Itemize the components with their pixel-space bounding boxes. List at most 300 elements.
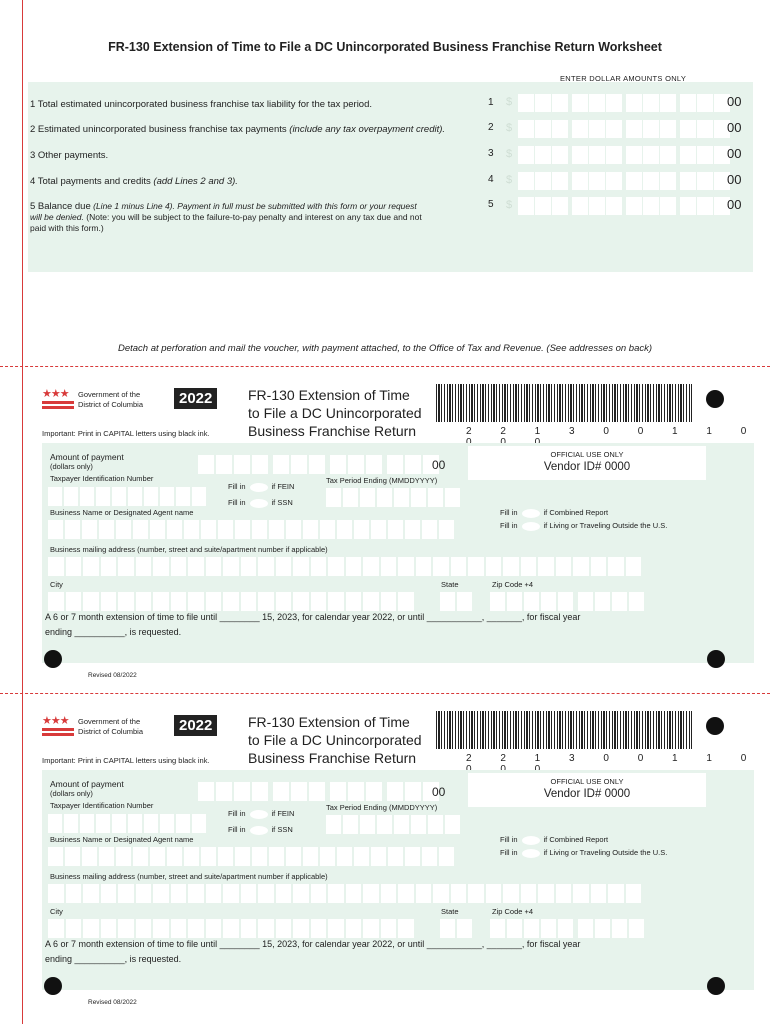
- digit-box[interactable]: [535, 146, 551, 164]
- char-box[interactable]: [405, 847, 420, 866]
- combined-report-option[interactable]: Fill in if Combined Report: [500, 835, 609, 844]
- char-box[interactable]: [326, 488, 341, 507]
- char-box[interactable]: [445, 488, 460, 507]
- char-box[interactable]: [128, 814, 142, 833]
- char-box[interactable]: [433, 884, 449, 903]
- digit-box[interactable]: [552, 94, 568, 112]
- char-box[interactable]: [293, 557, 309, 576]
- digit-box[interactable]: [643, 197, 659, 215]
- char-box[interactable]: [66, 557, 82, 576]
- char-box[interactable]: [328, 919, 344, 938]
- char-box[interactable]: [439, 847, 454, 866]
- digit-box[interactable]: [552, 146, 568, 164]
- char-box[interactable]: [64, 814, 78, 833]
- char-box[interactable]: [269, 520, 284, 539]
- period-ending-field[interactable]: [326, 488, 462, 507]
- char-box[interactable]: [348, 455, 364, 474]
- amount-field-1[interactable]: [506, 94, 731, 112]
- char-box[interactable]: [286, 520, 301, 539]
- char-box[interactable]: [612, 592, 627, 611]
- char-box[interactable]: [394, 815, 409, 834]
- char-box[interactable]: [133, 520, 148, 539]
- outside-us-option[interactable]: Fill in if Living or Traveling Outside the U.S.: [500, 848, 668, 857]
- digit-box[interactable]: [589, 146, 605, 164]
- char-box[interactable]: [346, 557, 362, 576]
- char-box[interactable]: [241, 557, 257, 576]
- char-box[interactable]: [258, 557, 274, 576]
- char-box[interactable]: [48, 487, 62, 506]
- char-box[interactable]: [538, 557, 554, 576]
- digit-box[interactable]: [660, 172, 676, 190]
- char-box[interactable]: [328, 592, 344, 611]
- tin-field[interactable]: [48, 487, 208, 506]
- char-box[interactable]: [457, 592, 472, 611]
- char-box[interactable]: [66, 592, 82, 611]
- char-box[interactable]: [198, 782, 214, 801]
- char-box[interactable]: [184, 847, 199, 866]
- char-box[interactable]: [398, 557, 414, 576]
- char-box[interactable]: [48, 557, 64, 576]
- char-box[interactable]: [440, 592, 455, 611]
- char-box[interactable]: [167, 847, 182, 866]
- char-box[interactable]: [118, 592, 134, 611]
- char-box[interactable]: [241, 919, 257, 938]
- digit-box[interactable]: [572, 197, 588, 215]
- digit-box[interactable]: [626, 197, 642, 215]
- digit-box[interactable]: [535, 94, 551, 112]
- char-box[interactable]: [503, 557, 519, 576]
- char-box[interactable]: [503, 884, 519, 903]
- char-box[interactable]: [112, 814, 126, 833]
- char-box[interactable]: [276, 557, 292, 576]
- digit-box[interactable]: [572, 120, 588, 138]
- char-box[interactable]: [360, 488, 375, 507]
- mailing-address-field[interactable]: [48, 557, 643, 576]
- digit-box[interactable]: [572, 146, 588, 164]
- char-box[interactable]: [216, 782, 232, 801]
- digit-box[interactable]: [643, 94, 659, 112]
- digit-box[interactable]: [697, 146, 713, 164]
- char-box[interactable]: [626, 884, 642, 903]
- ssn-option[interactable]: Fill in if SSN: [228, 498, 293, 507]
- char-box[interactable]: [252, 782, 268, 801]
- char-box[interactable]: [64, 487, 78, 506]
- fein-option[interactable]: Fill in if FEIN: [228, 482, 295, 491]
- char-box[interactable]: [490, 592, 505, 611]
- char-box[interactable]: [150, 847, 165, 866]
- char-box[interactable]: [171, 557, 187, 576]
- char-box[interactable]: [468, 884, 484, 903]
- char-box[interactable]: [363, 919, 379, 938]
- char-box[interactable]: [411, 488, 426, 507]
- ssn-option[interactable]: Fill in if SSN: [228, 825, 293, 834]
- char-box[interactable]: [252, 520, 267, 539]
- char-box[interactable]: [101, 884, 117, 903]
- digit-box[interactable]: [660, 146, 676, 164]
- char-box[interactable]: [451, 884, 467, 903]
- char-box[interactable]: [556, 884, 572, 903]
- char-box[interactable]: [541, 919, 556, 938]
- char-box[interactable]: [66, 884, 82, 903]
- char-box[interactable]: [608, 557, 624, 576]
- char-box[interactable]: [422, 520, 437, 539]
- char-box[interactable]: [626, 557, 642, 576]
- char-box[interactable]: [188, 557, 204, 576]
- char-box[interactable]: [176, 814, 190, 833]
- char-box[interactable]: [293, 884, 309, 903]
- char-box[interactable]: [118, 919, 134, 938]
- char-box[interactable]: [612, 919, 627, 938]
- digit-box[interactable]: [535, 120, 551, 138]
- char-box[interactable]: [346, 884, 362, 903]
- char-box[interactable]: [160, 814, 174, 833]
- digit-box[interactable]: [552, 172, 568, 190]
- char-box[interactable]: [309, 455, 325, 474]
- char-box[interactable]: [218, 520, 233, 539]
- char-box[interactable]: [328, 884, 344, 903]
- char-box[interactable]: [48, 847, 63, 866]
- char-box[interactable]: [167, 520, 182, 539]
- char-box[interactable]: [486, 557, 502, 576]
- digit-box[interactable]: [626, 120, 642, 138]
- char-box[interactable]: [629, 592, 644, 611]
- digit-box[interactable]: [535, 172, 551, 190]
- char-box[interactable]: [150, 520, 165, 539]
- char-box[interactable]: [223, 557, 239, 576]
- char-box[interactable]: [206, 919, 222, 938]
- char-box[interactable]: [578, 919, 593, 938]
- char-box[interactable]: [133, 847, 148, 866]
- char-box[interactable]: [153, 919, 169, 938]
- char-box[interactable]: [354, 520, 369, 539]
- char-box[interactable]: [116, 520, 131, 539]
- digit-box[interactable]: [606, 197, 622, 215]
- char-box[interactable]: [218, 847, 233, 866]
- char-box[interactable]: [144, 814, 158, 833]
- char-box[interactable]: [311, 919, 327, 938]
- char-box[interactable]: [235, 520, 250, 539]
- char-box[interactable]: [116, 847, 131, 866]
- char-box[interactable]: [311, 884, 327, 903]
- char-box[interactable]: [153, 884, 169, 903]
- char-box[interactable]: [65, 520, 80, 539]
- char-box[interactable]: [411, 815, 426, 834]
- char-box[interactable]: [136, 919, 152, 938]
- char-box[interactable]: [416, 557, 432, 576]
- char-box[interactable]: [112, 487, 126, 506]
- char-box[interactable]: [343, 488, 358, 507]
- char-box[interactable]: [311, 592, 327, 611]
- char-box[interactable]: [48, 884, 64, 903]
- char-box[interactable]: [371, 520, 386, 539]
- char-box[interactable]: [363, 884, 379, 903]
- char-box[interactable]: [381, 919, 397, 938]
- char-box[interactable]: [303, 847, 318, 866]
- char-box[interactable]: [377, 815, 392, 834]
- digit-box[interactable]: [535, 197, 551, 215]
- char-box[interactable]: [80, 487, 94, 506]
- digit-box[interactable]: [680, 146, 696, 164]
- digit-box[interactable]: [643, 146, 659, 164]
- digit-box[interactable]: [626, 94, 642, 112]
- char-box[interactable]: [171, 919, 187, 938]
- char-box[interactable]: [223, 884, 239, 903]
- char-box[interactable]: [293, 592, 309, 611]
- char-box[interactable]: [573, 557, 589, 576]
- char-box[interactable]: [273, 455, 289, 474]
- char-box[interactable]: [578, 592, 593, 611]
- char-box[interactable]: [507, 592, 522, 611]
- digit-box[interactable]: [552, 120, 568, 138]
- char-box[interactable]: [405, 782, 421, 801]
- char-box[interactable]: [343, 815, 358, 834]
- char-box[interactable]: [153, 592, 169, 611]
- digit-box[interactable]: [606, 120, 622, 138]
- char-box[interactable]: [311, 557, 327, 576]
- char-box[interactable]: [366, 455, 382, 474]
- city-field[interactable]: [48, 592, 416, 611]
- char-box[interactable]: [524, 919, 539, 938]
- char-box[interactable]: [381, 592, 397, 611]
- char-box[interactable]: [188, 919, 204, 938]
- char-box[interactable]: [457, 919, 472, 938]
- char-box[interactable]: [144, 487, 158, 506]
- char-box[interactable]: [176, 487, 190, 506]
- char-box[interactable]: [83, 557, 99, 576]
- char-box[interactable]: [48, 592, 64, 611]
- char-box[interactable]: [258, 592, 274, 611]
- char-box[interactable]: [252, 455, 268, 474]
- char-box[interactable]: [387, 782, 403, 801]
- char-box[interactable]: [206, 557, 222, 576]
- char-box[interactable]: [371, 847, 386, 866]
- char-box[interactable]: [468, 557, 484, 576]
- char-box[interactable]: [524, 592, 539, 611]
- char-box[interactable]: [258, 919, 274, 938]
- char-box[interactable]: [273, 782, 289, 801]
- char-box[interactable]: [428, 488, 443, 507]
- char-box[interactable]: [192, 487, 206, 506]
- char-box[interactable]: [381, 884, 397, 903]
- mailing-address-field[interactable]: [48, 884, 643, 903]
- char-box[interactable]: [538, 884, 554, 903]
- char-box[interactable]: [171, 884, 187, 903]
- char-box[interactable]: [573, 884, 589, 903]
- char-box[interactable]: [234, 455, 250, 474]
- char-box[interactable]: [198, 455, 214, 474]
- char-box[interactable]: [388, 847, 403, 866]
- char-box[interactable]: [388, 520, 403, 539]
- char-box[interactable]: [291, 782, 307, 801]
- char-box[interactable]: [96, 487, 110, 506]
- char-box[interactable]: [96, 814, 110, 833]
- digit-box[interactable]: [589, 120, 605, 138]
- char-box[interactable]: [608, 884, 624, 903]
- digit-box[interactable]: [643, 172, 659, 190]
- char-box[interactable]: [381, 557, 397, 576]
- char-box[interactable]: [486, 884, 502, 903]
- char-box[interactable]: [422, 847, 437, 866]
- digit-box[interactable]: [680, 120, 696, 138]
- char-box[interactable]: [330, 455, 346, 474]
- char-box[interactable]: [192, 814, 206, 833]
- digit-box[interactable]: [697, 172, 713, 190]
- char-box[interactable]: [440, 919, 455, 938]
- state-field[interactable]: [440, 919, 474, 938]
- char-box[interactable]: [188, 592, 204, 611]
- char-box[interactable]: [101, 919, 117, 938]
- char-box[interactable]: [276, 884, 292, 903]
- char-box[interactable]: [206, 592, 222, 611]
- char-box[interactable]: [337, 847, 352, 866]
- digit-box[interactable]: [606, 172, 622, 190]
- digit-box[interactable]: [680, 197, 696, 215]
- char-box[interactable]: [136, 557, 152, 576]
- digit-box[interactable]: [518, 120, 534, 138]
- digit-box[interactable]: [518, 197, 534, 215]
- char-box[interactable]: [48, 520, 63, 539]
- char-box[interactable]: [416, 884, 432, 903]
- digit-box[interactable]: [643, 120, 659, 138]
- char-box[interactable]: [521, 884, 537, 903]
- char-box[interactable]: [541, 592, 556, 611]
- char-box[interactable]: [66, 919, 82, 938]
- char-box[interactable]: [286, 847, 301, 866]
- char-box[interactable]: [439, 520, 454, 539]
- char-box[interactable]: [48, 919, 64, 938]
- combined-report-option[interactable]: Fill in if Combined Report: [500, 508, 609, 517]
- char-box[interactable]: [235, 847, 250, 866]
- zip-field[interactable]: [490, 592, 646, 611]
- char-box[interactable]: [291, 455, 307, 474]
- char-box[interactable]: [428, 815, 443, 834]
- digit-box[interactable]: [680, 172, 696, 190]
- char-box[interactable]: [326, 815, 341, 834]
- char-box[interactable]: [595, 919, 610, 938]
- char-box[interactable]: [276, 919, 292, 938]
- char-box[interactable]: [521, 557, 537, 576]
- char-box[interactable]: [65, 847, 80, 866]
- business-name-field[interactable]: [48, 520, 456, 539]
- char-box[interactable]: [201, 520, 216, 539]
- amount-field-4[interactable]: [506, 172, 731, 190]
- char-box[interactable]: [83, 592, 99, 611]
- digit-box[interactable]: [697, 94, 713, 112]
- digit-box[interactable]: [626, 172, 642, 190]
- digit-box[interactable]: [572, 94, 588, 112]
- char-box[interactable]: [405, 455, 421, 474]
- char-box[interactable]: [377, 488, 392, 507]
- char-box[interactable]: [188, 884, 204, 903]
- char-box[interactable]: [387, 455, 403, 474]
- char-box[interactable]: [206, 884, 222, 903]
- char-box[interactable]: [629, 919, 644, 938]
- char-box[interactable]: [591, 884, 607, 903]
- amount-field-3[interactable]: [506, 146, 731, 164]
- business-name-field[interactable]: [48, 847, 456, 866]
- char-box[interactable]: [258, 884, 274, 903]
- digit-box[interactable]: [697, 120, 713, 138]
- char-box[interactable]: [451, 557, 467, 576]
- char-box[interactable]: [303, 520, 318, 539]
- outside-us-option[interactable]: Fill in if Living or Traveling Outside the U.S.: [500, 521, 668, 530]
- char-box[interactable]: [366, 782, 382, 801]
- amount-field-5[interactable]: [506, 197, 731, 215]
- char-box[interactable]: [99, 847, 114, 866]
- fein-option[interactable]: Fill in if FEIN: [228, 809, 295, 818]
- char-box[interactable]: [394, 488, 409, 507]
- char-box[interactable]: [363, 592, 379, 611]
- char-box[interactable]: [433, 557, 449, 576]
- char-box[interactable]: [234, 782, 250, 801]
- state-field[interactable]: [440, 592, 474, 611]
- payment-amount-field[interactable]: [198, 782, 441, 801]
- char-box[interactable]: [445, 815, 460, 834]
- char-box[interactable]: [252, 847, 267, 866]
- digit-box[interactable]: [697, 197, 713, 215]
- char-box[interactable]: [558, 592, 573, 611]
- char-box[interactable]: [337, 520, 352, 539]
- char-box[interactable]: [160, 487, 174, 506]
- char-box[interactable]: [136, 884, 152, 903]
- char-box[interactable]: [171, 592, 187, 611]
- digit-box[interactable]: [518, 172, 534, 190]
- char-box[interactable]: [241, 592, 257, 611]
- digit-box[interactable]: [572, 172, 588, 190]
- char-box[interactable]: [101, 592, 117, 611]
- char-box[interactable]: [320, 847, 335, 866]
- char-box[interactable]: [83, 884, 99, 903]
- char-box[interactable]: [309, 782, 325, 801]
- amount-field-2[interactable]: [506, 120, 731, 138]
- char-box[interactable]: [223, 919, 239, 938]
- char-box[interactable]: [136, 592, 152, 611]
- char-box[interactable]: [354, 847, 369, 866]
- char-box[interactable]: [276, 592, 292, 611]
- digit-box[interactable]: [660, 94, 676, 112]
- char-box[interactable]: [330, 782, 346, 801]
- char-box[interactable]: [346, 592, 362, 611]
- char-box[interactable]: [269, 847, 284, 866]
- char-box[interactable]: [101, 557, 117, 576]
- char-box[interactable]: [346, 919, 362, 938]
- char-box[interactable]: [216, 455, 232, 474]
- char-box[interactable]: [82, 520, 97, 539]
- zip-field[interactable]: [490, 919, 646, 938]
- char-box[interactable]: [363, 557, 379, 576]
- char-box[interactable]: [153, 557, 169, 576]
- tin-field[interactable]: [48, 814, 208, 833]
- char-box[interactable]: [507, 919, 522, 938]
- digit-box[interactable]: [606, 94, 622, 112]
- char-box[interactable]: [398, 919, 414, 938]
- char-box[interactable]: [405, 520, 420, 539]
- char-box[interactable]: [241, 884, 257, 903]
- char-box[interactable]: [556, 557, 572, 576]
- char-box[interactable]: [595, 592, 610, 611]
- char-box[interactable]: [591, 557, 607, 576]
- digit-box[interactable]: [606, 146, 622, 164]
- char-box[interactable]: [360, 815, 375, 834]
- char-box[interactable]: [118, 884, 134, 903]
- char-box[interactable]: [348, 782, 364, 801]
- digit-box[interactable]: [518, 146, 534, 164]
- char-box[interactable]: [328, 557, 344, 576]
- char-box[interactable]: [490, 919, 505, 938]
- city-field[interactable]: [48, 919, 416, 938]
- digit-box[interactable]: [660, 197, 676, 215]
- char-box[interactable]: [128, 487, 142, 506]
